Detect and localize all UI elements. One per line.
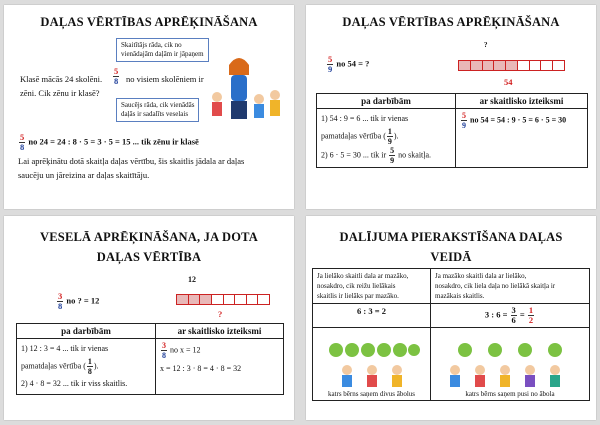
left-explanation: Ja lielāko skaitli dala ar mazāko, nosakdro, cik reižu lielākais skaitlis ir lielāks par mazāko. [313,269,431,304]
slide-title: VESELĀ APRĒĶINĀŠANA, JA DOTA [40,230,258,244]
callout-line: Saucējs rāda, cik vienādās [121,101,195,109]
slide-title: DAĻAS VĒRTĪBAS APRĒĶINĀŠANA [342,15,560,29]
solution-table [16,323,284,395]
step: 2) 4 · 8 = 32 ... tik ir viss skaitlis. [21,379,128,388]
rule-line-2: saucēju un jāreizina ar daļas skaitītāju. [18,170,150,180]
half-apples-icon [435,340,585,388]
fraction-bar [458,60,565,71]
expression: no 54 = 54 : 9 · 5 = 6 · 5 = 30 [470,115,567,125]
slide-3 [4,216,294,420]
question-text: no 54 = ? [336,58,370,69]
callout-line: daļās ir sadalīts veselais [121,110,189,118]
apples-right-cell [431,328,590,401]
callout-denominator [116,98,199,122]
bar-value-label: 12 [188,275,196,284]
problem-line-1 [20,73,102,85]
bar-total-label: 54 [504,77,513,87]
apples-left-cell [313,328,431,401]
solution-table [316,93,588,168]
caption-left: katrs bērns saņem divus ābolus [327,390,416,398]
bar-question-label: ? [218,309,223,319]
calculation-text: no 24 = 24 : 8 · 5 = 3 · 5 = 15 ... tik zēnu ir klasē [28,136,199,147]
col-header: ar skaitlisko izteiksmi [156,324,284,339]
teacher-kids-illustration [209,53,287,128]
callout-numerator [116,38,209,62]
step: pamatdaļas vērtība ( $\frac{1}{8}$ ). [21,357,99,376]
right-explanation: Ja mazāko skaitli dala ar lielāko, nosakdro, cik liela daļa no lielākā skaitļa ir mazākais skaitlis. [431,269,590,304]
problem-text: Klasē mācās 24 skolēni. [20,74,103,84]
fraction-bar [176,294,270,305]
callout-line: vienādajām daļām ir jāpaņem [121,50,204,58]
calculation-line: $\frac{5}{8}$ no 24 = 24 : 8 · 5 = 3 · 5 = 15 ... tik zēnu ir klasē [20,132,199,152]
slide-subtitle: VEIDĀ [430,250,472,264]
step: pamatdaļas vērtība ( $\frac{1}{9}$ ). [321,127,399,146]
step: 1) 12 : 3 = 4 ... tik ir vienas [21,344,109,353]
callout-line: Skaitītājs rāda, cik no [121,41,182,49]
slide-subtitle: DAĻAS VĒRTĪBA [96,250,202,264]
slide-title: DAĻAS VĒRTĪBAS APRĒĶINĀŠANA [40,15,258,29]
comparison-table [312,268,590,401]
eq-right: 3 : 6 = $\frac{3}{6}$ = $\frac{1}{2}$ [431,304,590,328]
problem-text-b: no visiem skolēniem ir [126,74,204,84]
problem-line-2: zēni. Cik zēnu ir klasē? [20,88,100,98]
question: $\frac{5}{9}$ no 54 = ? [328,54,370,74]
fraction-5-8: $\frac{5}{8}$ [114,66,119,86]
rule-line-1: Lai aprēķinātu dotā skaitļa daļas vērtību, šis skaitlis jādala ar daļas [18,156,245,166]
question: $\frac{3}{8}$ no ? = 12 [58,291,100,311]
expression: x = 12 : 3 · 8 = 4 · 8 = 32 [160,364,242,373]
expression-cell: $\frac{5}{9}$ no 54 = 54 : 9 · 5 = 6 · 5 = 30 [456,109,588,168]
eq-left: 6 : 3 = 2 [313,304,431,328]
expression-cell: $\frac{3}{8}$ no x = 12 x = 12 : 3 · 8 = 4 · 8 = 32 [156,339,284,395]
caption-right: katrs bērns saņem pusi no ābola [465,390,555,398]
whole-apples-icon [322,340,422,388]
expression: no x = 12 [170,345,201,355]
slide-1 [4,5,294,209]
bar-question-label: ? [484,41,488,49]
steps-cell [317,109,456,168]
col-header: pa darbībām [17,324,156,339]
slide-4 [306,216,596,420]
step: 1) 54 : 9 = 6 ... tik ir vienas [321,114,409,123]
col-header: pa darbībām [317,94,456,109]
slide-title: DALĪJUMA PIERAKSTĪŠANA DAĻAS [339,230,563,244]
steps-cell [17,339,156,395]
slide-2 [306,5,596,209]
question-text: no ? = 12 [66,295,100,306]
col-header: ar skaitlisko izteiksmi [456,94,588,109]
step: 2) 6 · 5 = 30 ... tik ir $\frac{5}{9}$ no skaitļa. [321,146,432,165]
